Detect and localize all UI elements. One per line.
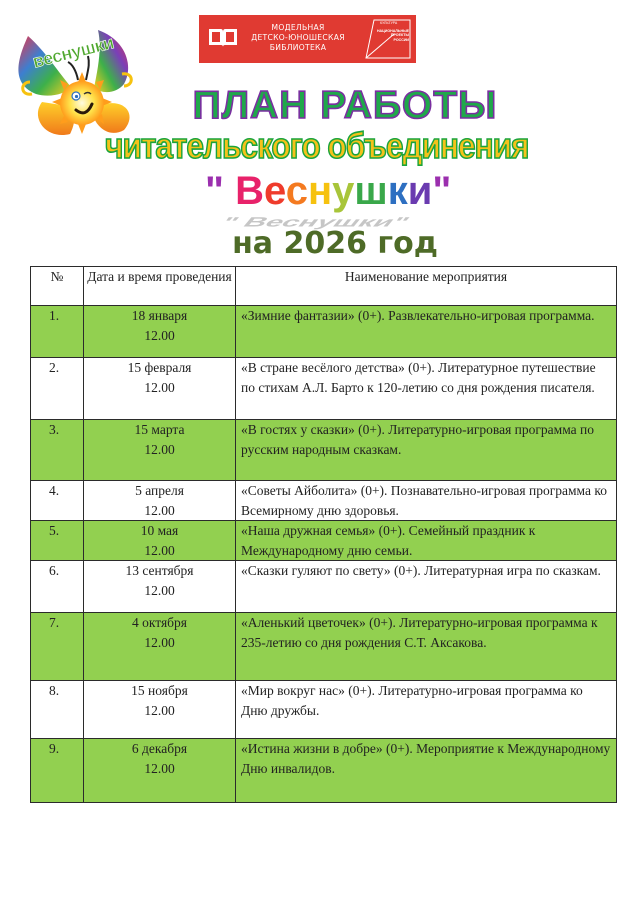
quote-open: " — [205, 169, 236, 213]
header-number: № — [31, 267, 84, 306]
event-date: 15 февраля — [127, 360, 192, 375]
event-name: «Советы Айболита» (0+). Познавательно-игровая программа ко Всемирному дню здоровья. — [236, 481, 617, 521]
library-name: МОДЕЛЬНАЯ ДЕТСКО-ЮНОШЕСКАЯ БИБЛИОТЕКА — [251, 23, 345, 52]
event-time: 12.00 — [144, 634, 175, 650]
event-number: 5. — [31, 521, 84, 561]
event-time: 12.00 — [144, 542, 175, 558]
club-name-letter: с — [285, 169, 308, 213]
event-number: 3. — [31, 420, 84, 481]
event-date: 13 сентября — [125, 563, 194, 578]
plan-year: на 2026 год — [232, 226, 438, 261]
national-projects-label: НАЦИОНАЛЬНЫЕ ПРОЕКТЫ РОССИИ — [376, 29, 409, 42]
event-time: 12.00 — [144, 760, 175, 776]
event-date: 10 мая — [140, 523, 179, 538]
table-row — [31, 306, 617, 358]
header-name: Наименование мероприятия — [236, 267, 617, 306]
event-datetime — [84, 613, 236, 681]
quote-close: " — [432, 169, 452, 213]
event-time: 12.00 — [144, 582, 175, 598]
event-name: «Истина жизни в добре» (0+). Мероприятие к Международному Дню инвалидов. — [236, 739, 617, 803]
event-name: «Зимние фантазии» (0+). Развлекательно-игровая программа. — [236, 306, 617, 358]
event-number: 6. — [31, 561, 84, 613]
club-name-letter: и — [407, 169, 433, 213]
table-header-row — [31, 267, 617, 306]
event-name: «В стране весёлого детства» (0+). Литературное путешествие по стихам А.Л. Барто к 120-летию со дня рождения писателя. — [236, 358, 617, 420]
event-number: 4. — [31, 481, 84, 521]
table-row — [31, 420, 617, 481]
club-name-letter: е — [263, 169, 286, 213]
event-name: «Мир вокруг нас» (0+). Литературно-игровая программа ко Дню дружбы. — [236, 681, 617, 739]
event-number: 8. — [31, 681, 84, 739]
event-datetime — [84, 739, 236, 803]
event-name: «Аленький цветочек» (0+). Литературно-игровая программа к 235-летию со дня рождения С.Т. Аксакова. — [236, 613, 617, 681]
table-row — [31, 561, 617, 613]
event-date: 15 марта — [134, 422, 185, 437]
event-datetime — [84, 358, 236, 420]
event-date: 15 ноября — [131, 683, 188, 698]
event-name: «В гостях у сказки» (0+). Литературно-игровая программа по русским народным сказкам. — [236, 420, 617, 481]
open-book-icon — [208, 27, 238, 49]
club-name-letter: В — [235, 169, 264, 213]
event-number: 7. — [31, 613, 84, 681]
event-datetime — [84, 481, 236, 521]
event-name: «Наша дружная семья» (0+). Семейный праздник к Международному дню семьи. — [236, 521, 617, 561]
club-name-letter: н — [307, 169, 333, 213]
event-number: 2. — [31, 358, 84, 420]
event-number: 1. — [31, 306, 84, 358]
event-time: 12.00 — [144, 502, 175, 518]
event-time: 12.00 — [144, 702, 175, 718]
event-number: 9. — [31, 739, 84, 803]
event-time: 12.00 — [144, 379, 175, 395]
header-date: Дата и время проведения — [84, 267, 236, 306]
page-title: ПЛАН РАБОТЫ — [192, 84, 498, 127]
club-name-letter: к — [387, 169, 408, 213]
table-row — [31, 739, 617, 803]
table-row — [31, 358, 617, 420]
event-date: 6 декабря — [131, 741, 188, 756]
events-table — [30, 266, 617, 803]
table-row — [31, 481, 617, 521]
page-subtitle: читательского объединения — [105, 125, 529, 166]
library-banner — [199, 15, 416, 63]
event-datetime — [84, 420, 236, 481]
logo-word: веснушки — [30, 32, 116, 72]
event-date: 18 января — [131, 308, 188, 323]
event-time: 12.00 — [144, 327, 175, 343]
club-name — [205, 168, 451, 214]
club-name-shadow: " Веснушки" — [216, 214, 414, 230]
table-row — [31, 681, 617, 739]
club-name-letter: ш — [354, 169, 388, 213]
club-name-letters — [235, 169, 432, 213]
event-time: 12.00 — [144, 441, 175, 457]
table-row — [31, 521, 617, 561]
event-datetime — [84, 521, 236, 561]
event-date: 5 апреля — [135, 483, 184, 498]
event-name: «Сказки гуляют по свету» (0+). Литературная игра по сказкам. — [236, 561, 617, 613]
national-projects-caption: КУЛЬТУРА — [380, 21, 398, 25]
club-name-letter: у — [332, 169, 355, 213]
event-datetime — [84, 681, 236, 739]
event-date: 4 октября — [131, 615, 187, 630]
event-datetime — [84, 306, 236, 358]
event-datetime — [84, 561, 236, 613]
table-row — [31, 613, 617, 681]
